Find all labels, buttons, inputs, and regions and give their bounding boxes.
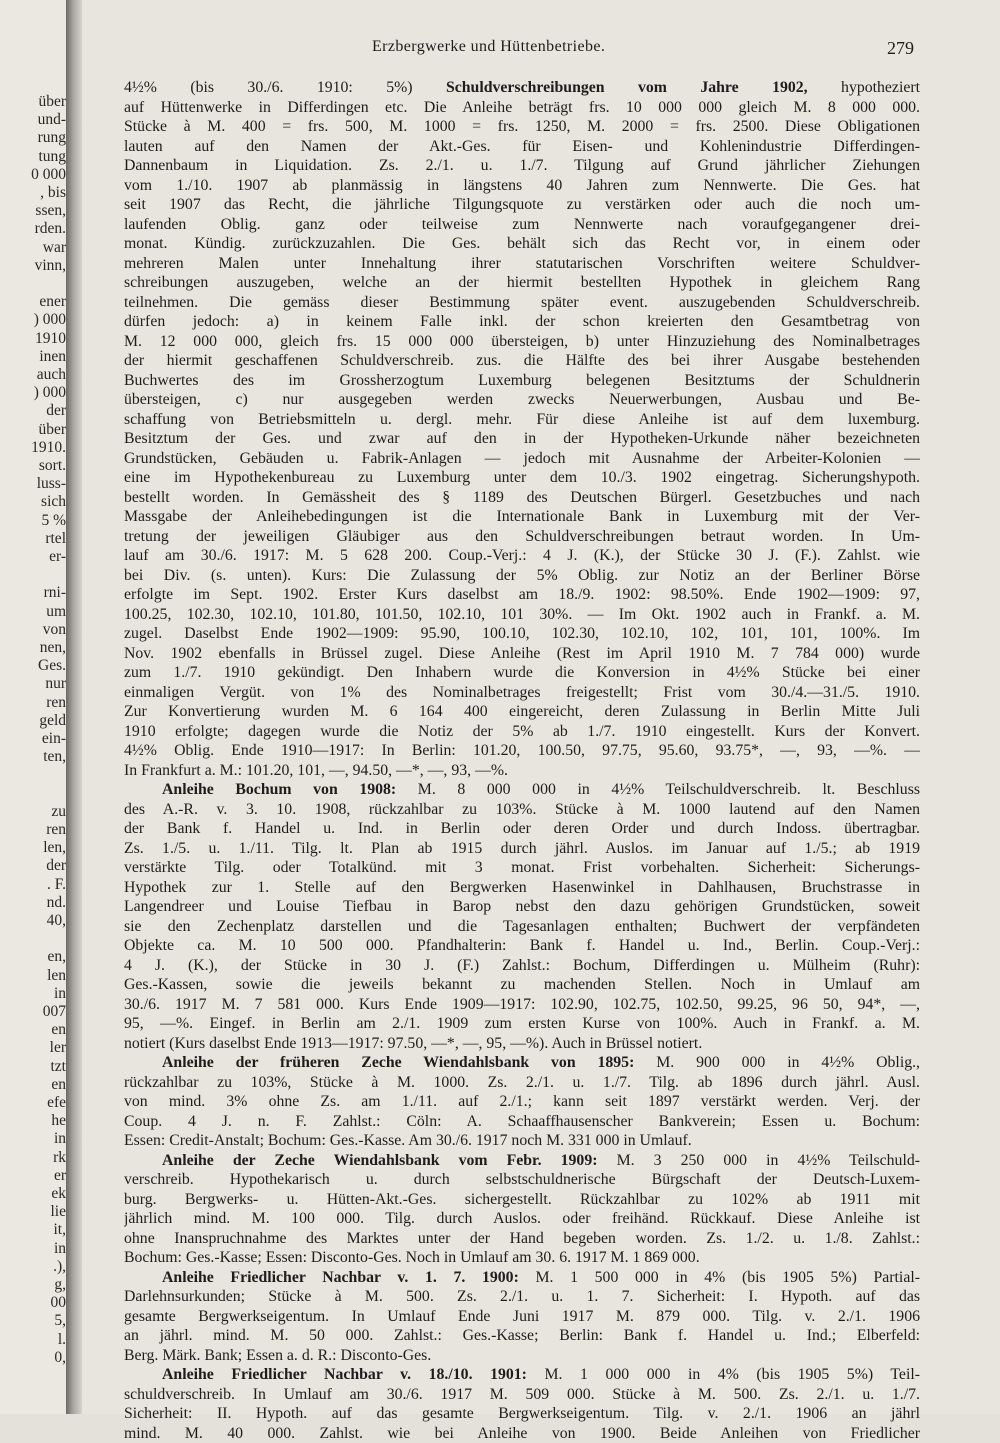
paragraph (124, 78, 920, 780)
line-text: Essen: Credit-Anstalt; Bochum: Ges.-Kasse. Am 30./6. 1917 noch M. 331 000 in Umlauf. (124, 1132, 692, 1149)
text-line (124, 215, 920, 235)
margin-fragment: 007 (0, 1002, 66, 1022)
text-line (124, 176, 920, 196)
margin-fragment: ener (0, 292, 66, 312)
line-text: M. 8 000 000 in 4½% Teilschuldverschreib. lt. Beschluss (396, 781, 920, 798)
margin-fragment: luss- (0, 474, 66, 494)
line-text: jährlich mind. M. 100 000. Tilg. durch Auslos. oder freihänd. Rückkauf. Diese Anleihe ist (124, 1210, 920, 1227)
text-line (124, 663, 920, 683)
line-text: monat. Kündig. zurückzuzahlen. Die Ges. behält sich das Recht vor, in einem oder (124, 235, 920, 252)
paragraph (124, 1365, 920, 1443)
text-line (124, 936, 920, 956)
margin-fragment: en (0, 1075, 66, 1095)
line-text: mind. M. 40 000. Zahlst. wie bei Anleihe von 1900. Beide Anleihen von Friedlicher (124, 1425, 920, 1442)
line-text: Grundstücken, Gebäuden u. Fabrik-Anlagen — jedoch mit Ausnahme der Arbeiter-Kolonien — (124, 450, 920, 467)
running-head-title: Erzbergwerke und Hüttenbetriebe. (372, 38, 605, 56)
text-line (124, 566, 920, 586)
line-text: Besitztum der Ges. und zwar auf den in der Hypotheken-Urkunde näher bezeichneten (124, 430, 920, 447)
line-text: Massgabe der Anleihebedingungen ist die Internationale Bank in Luxemburg mit der Ver- (124, 508, 920, 525)
text-line (124, 1346, 920, 1366)
line-text: bei Div. (s. unten). Kurs: Die Zulassung der 5% Oblig. zur Notiz an der Berliner Börse (124, 567, 920, 584)
text-line (124, 137, 920, 157)
margin-fragment: nen, (0, 638, 66, 658)
text-line (124, 819, 920, 839)
line-text: M. 1 000 000 in 4% (bis 1905 5%) Teil- (527, 1366, 920, 1383)
margin-fragment: über (0, 92, 66, 112)
margin-fragment: geld (0, 711, 66, 731)
margin-fragment: rk (0, 1148, 66, 1168)
text-line (124, 410, 920, 430)
line-text: lauten auf den Namen der Akt.-Ges. für Eisen- und Kohlenindustrie Differdingen- (124, 138, 920, 155)
line-text: schreibungen auszugeben, welche an der hiermit bestellten Hypothek in gleichem Rang (124, 274, 920, 291)
text-line (124, 1326, 920, 1346)
line-text: 30./6. 1917 M. 7 581 000. Kurs Ende 1909—1917: 102.90, 102.75, 102.50, 99.25, 96 50, 94*, —, (124, 996, 920, 1013)
margin-fragment: und- (0, 110, 66, 130)
line-text: Langendreer und Louise Tiefbau in Barop nebst den dazu gehörigen Grundstücken, soweit (124, 898, 920, 915)
text-line (124, 1170, 920, 1190)
margin-fragment: ek (0, 1184, 66, 1204)
text-line (124, 683, 920, 703)
margin-fragment: zu (0, 802, 66, 822)
line-text: Bochum: Ges.-Kasse; Essen: Disconto-Ges. Noch in Umlauf am 30. 6. 1917 M. 1 869 000. (124, 1249, 700, 1266)
margin-fragment: rni- (0, 583, 66, 603)
margin-fragment: war (0, 238, 66, 258)
text-line (124, 429, 920, 449)
margin-fragment: 40, (0, 911, 66, 931)
entry-heading: Schuldverschreibungen vom Jahre 1902, (446, 79, 808, 96)
paragraph (124, 1151, 920, 1268)
text-line (124, 527, 920, 547)
text-line (124, 1424, 920, 1443)
line-text: bestellt worden. In Gemässheit des § 1189 des Deutschen Bürgerl. Gesetzbuches und nach (124, 489, 920, 506)
text-line (124, 1248, 920, 1268)
line-text: Dannenbaum in Liquidation. Zs. 2./1. u. 1./7. Tilgung auf Grund jährlicher Ziehungen (124, 157, 920, 174)
line-text: 95, —%. Eingef. in Berlin am 2./1. 1909 zum ersten Kurse von 100%. Auch in Frankf. a. M. (124, 1015, 920, 1032)
text-line (124, 702, 920, 722)
margin-fragment: von (0, 620, 66, 640)
text-line (124, 722, 920, 742)
margin-fragment: len, (0, 838, 66, 858)
margin-fragment: ssen, (0, 201, 66, 221)
paragraph (124, 1268, 920, 1366)
line-text: rückzahlbar zu 103%, Stücke à M. 1000. Zs. 2./1. u. 1./7. Tilg. ab 1896 durch jährl. Ausl. (124, 1074, 920, 1091)
margin-fragment: efe (0, 1093, 66, 1113)
line-text: Objekte ca. M. 10 500 000. Pfandhalterin: Bank f. Handel u. Ind., Berlin. Coup.-Verj.: (124, 937, 920, 954)
line-text: 1910 erfolgte; dagegen wurde die Notiz der 5% ab 1./7. 1910 eingestellt. Kurs der Konvert. (124, 723, 920, 740)
text-line (124, 1034, 920, 1054)
text-line (124, 1092, 920, 1112)
margin-fragment: lie (0, 1202, 66, 1222)
text-line (124, 468, 920, 488)
margin-fragment: rung (0, 128, 66, 148)
line-text: einmaligen Vergüt. von 1% des Nominalbetrages freigestellt; Frist vom 30./4.—31./5. 1910. (124, 684, 920, 701)
text-line (124, 1151, 920, 1171)
line-text: M. 900 000 in 4½% Oblig., (634, 1054, 920, 1071)
line-lead: 4½% (bis 30./6. 1910: 5%) (124, 79, 446, 96)
margin-fragment: 5 % (0, 511, 66, 531)
book-page (82, 0, 1000, 1414)
line-text: M. 12 000 000, gleich frs. 15 000 000 übersteigen, b) unter Hinzuziehung des Nominalbetrages (124, 333, 920, 350)
text-line (124, 624, 920, 644)
line-text: M. 1 500 000 in 4% (bis 1905 5%) Partial- (519, 1269, 920, 1286)
margin-fragment: ein- (0, 729, 66, 749)
line-text: Buchwertes des im Grossherzogtum Luxemburg belegenen Besitztums der Schuldnerin (124, 372, 920, 389)
line-text: Zur Konvertierung wurden M. 6 164 400 eingereicht, deren Zulassung in Berlin Mitte Juli (124, 703, 920, 720)
text-line (124, 800, 920, 820)
text-line (124, 293, 920, 313)
text-line (124, 1053, 920, 1073)
line-text: mehreren Malen unter Innehaltung ihrer statutarischen Vorschriften weitere Schuldver- (124, 255, 920, 272)
text-line (124, 351, 920, 371)
line-text: 100.25, 102.30, 102.10, 101.80, 101.50, 102.10, 101 30%. — Im Okt. 1902 auch in Frankf. a. M. (124, 606, 920, 623)
margin-fragment: vinn, (0, 256, 66, 276)
text-line (124, 917, 920, 937)
margin-fragment: er- (0, 547, 66, 567)
line-text: tretung der jeweiligen Gläubiger aus den Schuldverschreibungen betraut worden. In Um- (124, 528, 920, 545)
text-line (124, 117, 920, 137)
text-line (124, 254, 920, 274)
margin-fragment: um (0, 602, 66, 622)
paragraph (124, 1053, 920, 1151)
line-text: der hiermit geschaffenen Schuldverschreib. zus. die Hälfte des bei ihrer Ausgabe bestehenden (124, 352, 920, 369)
book-gutter (66, 0, 82, 1414)
line-text: erfolgte im Sept. 1902. Erster Kurs daselbst am 18./9. 1902: 98.50%. Ende 1902—1909: 97, (124, 586, 920, 603)
margin-fragment: ten, (0, 747, 66, 767)
text-line (124, 1209, 920, 1229)
paragraph (124, 780, 920, 1053)
margin-fragment: auch (0, 365, 66, 385)
margin-fragment: der (0, 401, 66, 421)
margin-fragment: ) 000 (0, 383, 66, 403)
margin-fragment: 0 000 (0, 165, 66, 185)
line-text: seit 1907 das Recht, die jährliche Tilgungsquote zu verstärken oder auch die noch um- (124, 196, 920, 213)
text-line (124, 98, 920, 118)
line-text: laufenden Oblig. ganz oder teilweise zum Nennwerte nach voraufgegangener drei- (124, 216, 920, 233)
margin-fragment: . F. (0, 875, 66, 895)
text-line (124, 234, 920, 254)
text-line (124, 312, 920, 332)
margin-fragment: tzt (0, 1057, 66, 1077)
margin-fragment: en (0, 1020, 66, 1040)
margin-fragment: 5, (0, 1311, 66, 1331)
text-line (124, 273, 920, 293)
line-text: Ges.-Kassen, sowie die jeweils bekannt zu machenden Stellen. Noch in Umlauf am (124, 976, 920, 993)
margin-fragment: er (0, 1166, 66, 1186)
line-text: zugel. Daselbst Ende 1902—1909: 95.90, 100.10, 102.30, 102.10, 102, 101, 101, 100%. Im (124, 625, 920, 642)
line-text: Stücke à M. 400 = frs. 500, M. 1000 = frs. 1250, M. 2000 = frs. 2500. Diese Obligationen (124, 118, 920, 135)
entry-heading: Anleihe der Zeche Wiendahlsbank vom Febr. 1909: (162, 1152, 598, 1169)
line-text: Berg. Märk. Bank; Essen a. d. R.: Disconto-Ges. (124, 1347, 431, 1364)
line-text: vom 1./10. 1907 ab planmässig in längstens 40 Jahren zum Nennwerte. Die Ges. hat (124, 177, 920, 194)
running-head (82, 38, 1000, 62)
text-line (124, 839, 920, 859)
line-text: gesamte Bergwerkseigentum. In Umlauf Ende Juni 1917 M. 879 000. Tilg. v. 2./1. 1906 (124, 1308, 920, 1325)
line-text: des A.-R. v. 3. 10. 1908, rückzahlbar zu 103%. Stücke à M. 1000 lautend auf den Namen (124, 801, 920, 818)
text-line (124, 390, 920, 410)
page-number: 279 (887, 38, 914, 59)
text-line (124, 858, 920, 878)
text-line (124, 975, 920, 995)
text-line (124, 507, 920, 527)
margin-fragment: he (0, 1111, 66, 1131)
line-text: Coup. 4 J. n. F. Zahlst.: Cöln: A. Schaaffhausenscher Bankverein; Essen u. Bochum: (124, 1113, 920, 1130)
text-line (124, 1112, 920, 1132)
text-line (124, 546, 920, 566)
line-text: sie den Zechenplatz darstellen und die Tagesanlagen enthalten; Buchwert der verpfändeten (124, 918, 920, 935)
text-line (124, 644, 920, 664)
line-text: teilnehmen. Die gemäss dieser Bestimmung später event. auszugebenden Schuldverschreib. (124, 294, 920, 311)
margin-fragment: tung (0, 147, 66, 167)
text-line (124, 956, 920, 976)
text-line (124, 1287, 920, 1307)
margin-fragment: g, (0, 1275, 66, 1295)
margin-fragment: len (0, 966, 66, 986)
text-line (124, 332, 920, 352)
margin-fragment: en, (0, 947, 66, 967)
text-line (124, 995, 920, 1015)
entry-heading: Anleihe der früheren Zeche Wiendahlsbank von 1895: (162, 1054, 634, 1071)
line-text: Nov. 1902 ebenfalls in Brüssel zugel. Diese Anleihe (Rest im April 1910 M. 7 784 000) wurde (124, 645, 920, 662)
text-line (124, 878, 920, 898)
margin-fragment: ler (0, 1038, 66, 1058)
margin-fragment: ren (0, 693, 66, 713)
text-line (124, 449, 920, 469)
line-text: verstärkte Tilg. oder Totalkünd. mit 3 monat. Frist vorbehalten. Sicherheit: Sicherungs- (124, 859, 920, 876)
margin-fragment: 00 (0, 1293, 66, 1313)
margin-fragment: inen (0, 347, 66, 367)
line-text: Hypothek zur 1. Stelle auf den Bergwerken Hasenwinkel in Dahlhausen, Bruchstrasse in (124, 879, 920, 896)
line-text: dürfen jedoch: a) in keinem Falle inkl. der schon kreierten den Gesamtbetrag von (124, 313, 920, 330)
margin-fragment: l. (0, 1330, 66, 1350)
text-line (124, 1365, 920, 1385)
margin-fragment: Ges. (0, 656, 66, 676)
text-line (124, 780, 920, 800)
text-line (124, 1073, 920, 1093)
margin-fragment: 1910 (0, 329, 66, 349)
margin-fragment: in (0, 1239, 66, 1259)
margin-fragment: rden. (0, 219, 66, 239)
margin-fragment: sort. (0, 456, 66, 476)
line-text: 4½% Oblig. Ende 1910—1917: In Berlin: 101.20, 100.50, 97.75, 95.60, 93.75*, —, 93, —%. — (124, 742, 920, 759)
text-line (124, 897, 920, 917)
text-line (124, 585, 920, 605)
text-line (124, 1385, 920, 1405)
line-text: lauf am 30./6. 1917: M. 5 628 200. Coup.-Verj.: 4 J. (K.), der Stücke 30 J. (F.). Zahlst. wie (124, 547, 920, 564)
line-text: der Bank f. Handel u. Ind. in Berlin oder deren Order und durch Indoss. übertragbar. (124, 820, 920, 837)
entry-heading: Anleihe Friedlicher Nachbar v. 1. 7. 1900: (162, 1269, 519, 1286)
text-line (124, 1307, 920, 1327)
line-text: verschreib. Hypothekarisch u. durch selbstschuldnerische Bürgschaft der Deutsch-Luxem- (124, 1171, 920, 1188)
line-text: Sicherheit: II. Hypoth. auf das gesamte Bergwerkseigentum. Tilg. v. 2./1. 1906 an jährl (124, 1405, 920, 1422)
margin-fragment: it, (0, 1220, 66, 1240)
entry-heading: Anleihe Bochum von 1908: (162, 781, 396, 798)
line-text: von mind. 3% ohne Zs. am 1./11. auf 2./1.; kann seit 1897 verstärkt werden. Verj. der (124, 1093, 920, 1110)
margin-fragment: 0, (0, 1348, 66, 1368)
text-line (124, 1268, 920, 1288)
line-text: übersteigen, c) nur ausgegeben werden zwecks Neuerwerbungen, Ausbau und Be- (124, 391, 920, 408)
line-text: zum 1./7. 1910 gekündigt. Den Inhabern wurde die Konversion in 4½% Stücke bei einer (124, 664, 920, 681)
line-text: schuldverschreib. In Umlauf am 30./6. 1917 M. 509 000. Stücke à M. 500. Zs. 2./1. u. 1./7. (124, 1386, 920, 1403)
line-text: hypotheziert (808, 79, 920, 96)
line-text: auf Hüttenwerke in Differdingen etc. Die Anleihe beträgt frs. 10 000 000 gleich M. 8 000 000. (124, 99, 920, 116)
margin-fragment: sich (0, 492, 66, 512)
body-text (124, 78, 920, 1443)
line-text: burg. Bergwerks- u. Hütten-Akt.-Ges. sichergestellt. Rückzahlbar zu 102% ab 1911 mit (124, 1191, 920, 1208)
line-text: Darlehnsurkunden; Stücke à M. 500. Zs. 2./1. u. 1. 7. Sicherheit: I. Hypoth. auf das (124, 1288, 920, 1305)
text-line (124, 488, 920, 508)
text-line (124, 761, 920, 781)
margin-fragment: in (0, 1129, 66, 1149)
line-text: M. 3 250 000 in 4½% Teilschuld- (598, 1152, 921, 1169)
line-text: In Frankfurt a. M.: 101.20, 101, —, 94.50, —*, —, 93, —%. (124, 762, 508, 779)
text-line (124, 195, 920, 215)
text-line (124, 1190, 920, 1210)
text-line (124, 78, 920, 98)
margin-fragment: nur (0, 674, 66, 694)
margin-fragment: nd. (0, 893, 66, 913)
margin-fragment: ren (0, 820, 66, 840)
text-line (124, 156, 920, 176)
facing-page-edge (0, 0, 66, 1414)
text-line (124, 741, 920, 761)
text-line (124, 605, 920, 625)
text-line (124, 1131, 920, 1151)
line-text: schaffung von Betriebsmitteln u. dergl. mehr. Für diese Anleihe ist auf dem luxemburg. (124, 411, 920, 428)
margin-fragment: über (0, 420, 66, 440)
margin-fragment: .), (0, 1257, 66, 1277)
margin-fragment: rtel (0, 529, 66, 549)
margin-fragment: , bis (0, 183, 66, 203)
margin-fragment: 1910. (0, 438, 66, 458)
margin-fragment: der (0, 856, 66, 876)
margin-fragment: ) 000 (0, 310, 66, 330)
line-text: eine im Hypothekenbureau zu Luxemburg unter dem 10./3. 1902 eingetrag. Sicherungshypoth. (124, 469, 920, 486)
text-line (124, 1229, 920, 1249)
line-text: ohne Inanspruchnahme des Marktes unter der Hand begeben worden. Zs. 1./2. u. 1./8. Zahlst.: (124, 1230, 920, 1247)
line-text: Zs. 1./5. u. 1./11. Tilg. lt. Plan ab 1915 durch jährl. Auslos. im Januar auf 1./5.; ab 1919 (124, 840, 920, 857)
margin-fragment: in (0, 984, 66, 1004)
line-text: notiert (Kurs daselbst Ende 1913—1917: 97.50, —*, —, 95, —%). Auch in Brüssel notiert. (124, 1035, 702, 1052)
text-line (124, 1014, 920, 1034)
text-line (124, 371, 920, 391)
line-text: 4 J. (K.), der Stücke in 30 J. (F.) Zahlst.: Bochum, Differdingen u. Mülheim (Ruhr): (124, 957, 920, 974)
line-text: an jährl. mind. M. 50 000. Zahlst.: Ges.-Kasse; Berlin: Bank f. Handel u. Ind.; Elberfeld: (124, 1327, 920, 1344)
entry-heading: Anleihe Friedlicher Nachbar v. 18./10. 1901: (162, 1366, 527, 1383)
